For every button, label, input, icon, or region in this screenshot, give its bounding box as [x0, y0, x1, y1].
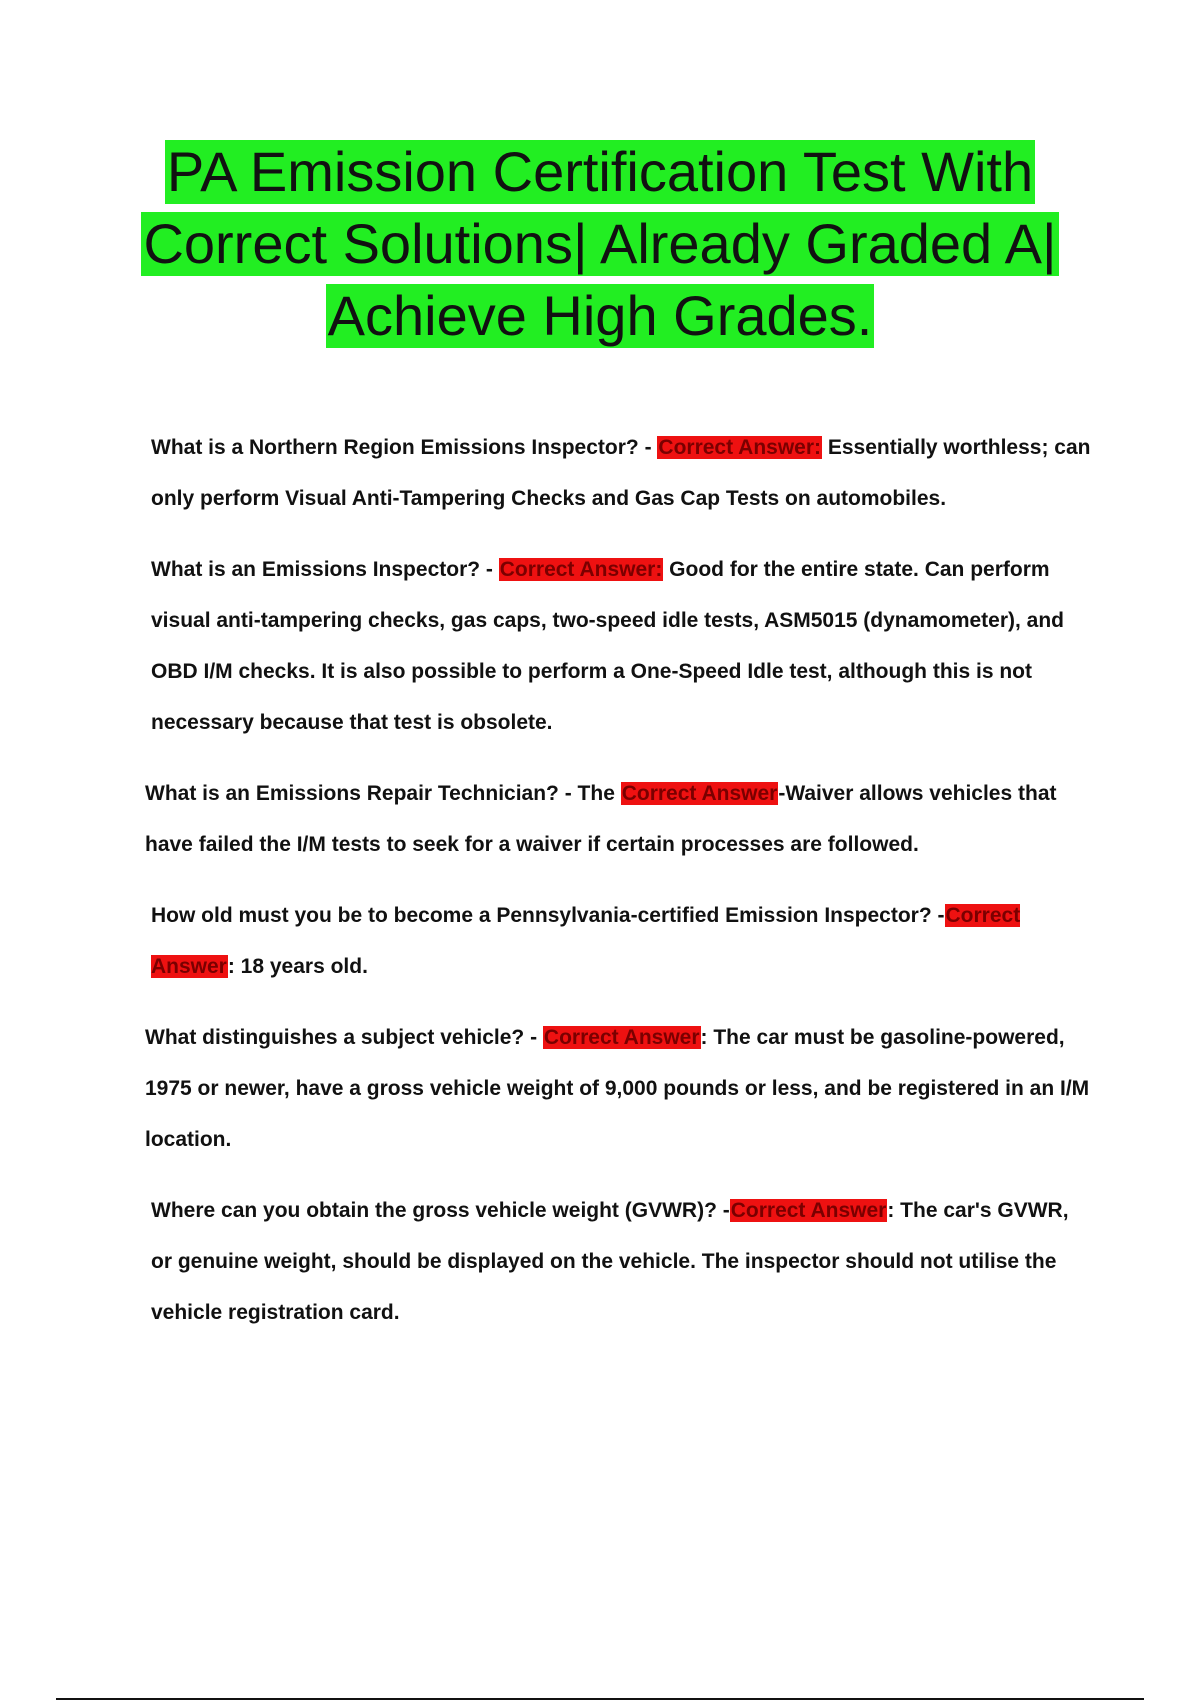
- answer-text: : The car must be gasoline-powered, 1975 or newer, have a gross vehicle weight of 9,000 pounds or less, and be registered in an I/M location.: [145, 1026, 1090, 1151]
- document-title: [0, 140, 1200, 356]
- question-answer-list: [145, 422, 1095, 1358]
- answer-text: : 18 years old.: [227, 955, 368, 978]
- qa-item-minimum-age: [145, 890, 1095, 992]
- question-text: What distinguishes a subject vehicle? -: [145, 1026, 543, 1049]
- question-text: What is an Emissions Repair Technician? - The: [145, 782, 621, 805]
- answer-text: -Waiver allows vehicles that have failed the I/M tests to seek for a waiver if certain processes are followed.: [145, 782, 1057, 856]
- qa-item-gvwr: [145, 1185, 1095, 1338]
- correct-answer-label: Correct Answer: [621, 782, 778, 805]
- qa-item-subject-vehicle: [145, 1012, 1095, 1165]
- title-line-1: PA Emission Certification Test With: [166, 140, 1034, 203]
- title-line-3: Achieve High Grades.: [327, 284, 873, 347]
- title-line-2: Correct Solutions| Already Graded A|: [143, 212, 1057, 275]
- question-text: Where can you obtain the gross vehicle weight (GVWR)? -: [151, 1199, 730, 1222]
- question-text: What is an Emissions Inspector? -: [151, 558, 499, 581]
- correct-answer-label: Correct Answer:: [658, 436, 822, 459]
- answer-text: Good for the entire state. Can perform visual anti-tampering checks, gas caps, two-speed idle tests, ASM5015 (dynamometer), and OBD I/M checks. It is also possible to perform a One-Speed Idle test, although this is not necessary because that test is obsolete.: [151, 558, 1065, 734]
- qa-item-repair-technician: [145, 768, 1095, 870]
- question-text: What is a Northern Region Emissions Inspector? -: [151, 436, 658, 459]
- question-text: How old must you be to become a Pennsylvania-certified Emission Inspector? -: [151, 904, 945, 927]
- answer-text: Essentially worthless; can only perform Visual Anti-Tampering Checks and Gas Cap Tests on automobiles.: [151, 436, 1091, 510]
- correct-answer-label: Correct Answer:: [499, 558, 663, 581]
- correct-answer-label: Correct Answer: [730, 1199, 887, 1222]
- answer-text: : The car's GVWR, or genuine weight, should be displayed on the vehicle. The inspector should not utilise the vehicle registration card.: [151, 1199, 1069, 1324]
- correct-answer-label: Correct Answer: [151, 904, 1021, 978]
- qa-item-emissions-inspector: [145, 544, 1095, 748]
- correct-answer-label: Correct Answer: [543, 1026, 700, 1049]
- qa-item-northern-inspector: [145, 422, 1095, 524]
